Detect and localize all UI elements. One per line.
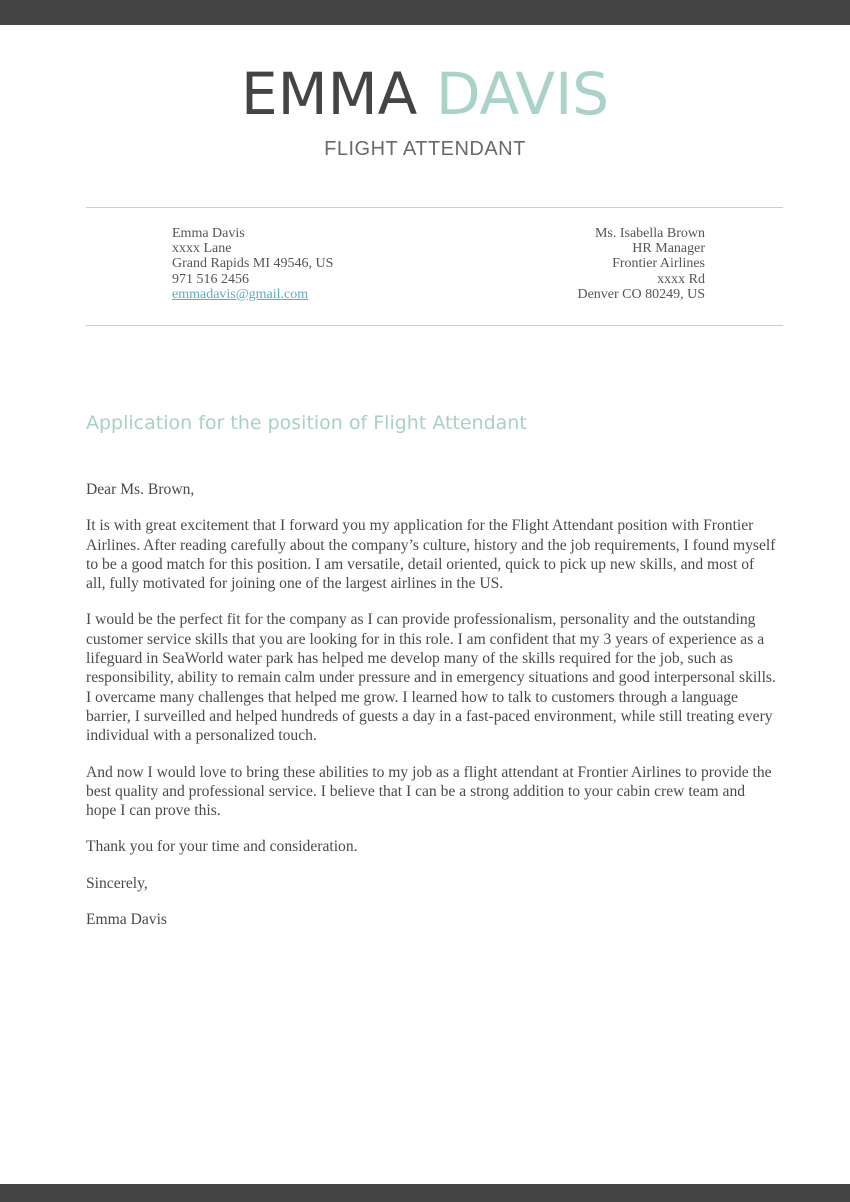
bottom-bar bbox=[0, 1184, 850, 1202]
salutation: Dear Ms. Brown, bbox=[86, 481, 195, 498]
job-title: FLIGHT ATTENDANT bbox=[324, 138, 526, 160]
bottom-divider bbox=[86, 325, 783, 326]
applicant-name bbox=[0, 58, 850, 130]
first-name: EMMA bbox=[240, 60, 418, 128]
sender-phone: 971 516 2456 bbox=[172, 271, 249, 287]
thanks-line: Thank you for your time and consideration. bbox=[86, 838, 358, 856]
top-bar bbox=[0, 0, 850, 25]
top-divider bbox=[86, 207, 783, 208]
recipient-title: HR Manager bbox=[632, 241, 705, 257]
paragraph-1: It is with great excitement that I forward you my application for the Flight Attendant position with Frontier Airlines. After reading carefully about the company’s culture, history and the job requirements, I found myself to be a good match for this position. I am versatile, detail oriented, quick to pick up new skills, and most of all, fully motivated for joining one of the largest airlines in the US. bbox=[86, 517, 776, 593]
letter-subject: Application for the position of Flight Attendant bbox=[86, 412, 527, 434]
recipient-city: Denver CO 80249, US bbox=[577, 286, 705, 302]
recipient-street: xxxx Rd bbox=[657, 271, 705, 287]
closing: Sincerely, bbox=[86, 874, 148, 892]
letter-body bbox=[86, 480, 776, 946]
paragraph-2: I would be the perfect fit for the company as I can provide professionalism, personality and the outstanding customer service skills that you are looking for in this role. I am confident that my 3 years of experience as a lifeguard in SeaWorld water park has helped me develop many of the skills required for the job, such as responsibility, ability to remain calm under pressure and in emergency situations and good interpersonal skills. I overcame many challenges that helped me grow. I learned how to talk to customers through a language barrier, I surveilled and helped hundreds of guests a day in a fast-paced environment, while still treating every individual with a personalized touch. bbox=[86, 611, 776, 745]
sender-street: xxxx Lane bbox=[172, 241, 232, 257]
signature: Emma Davis bbox=[86, 911, 167, 929]
recipient-address-block bbox=[445, 226, 705, 302]
sender-email-link[interactable]: emmadavis@gmail.com bbox=[172, 286, 309, 302]
recipient-company: Frontier Airlines bbox=[612, 256, 705, 272]
sender-address-block bbox=[172, 226, 432, 302]
last-name: DAVIS bbox=[435, 60, 610, 128]
sender-city: Grand Rapids MI 49546, US bbox=[172, 256, 334, 272]
paragraph-3: And now I would love to bring these abilities to my job as a flight attendant at Frontier Airlines to provide the best quality and professional service. I believe that I can be a strong addition to your cabin crew team and hope I can prove this. bbox=[86, 763, 772, 820]
recipient-name: Ms. Isabella Brown bbox=[594, 226, 705, 241]
sender-name: Emma Davis bbox=[172, 226, 245, 241]
